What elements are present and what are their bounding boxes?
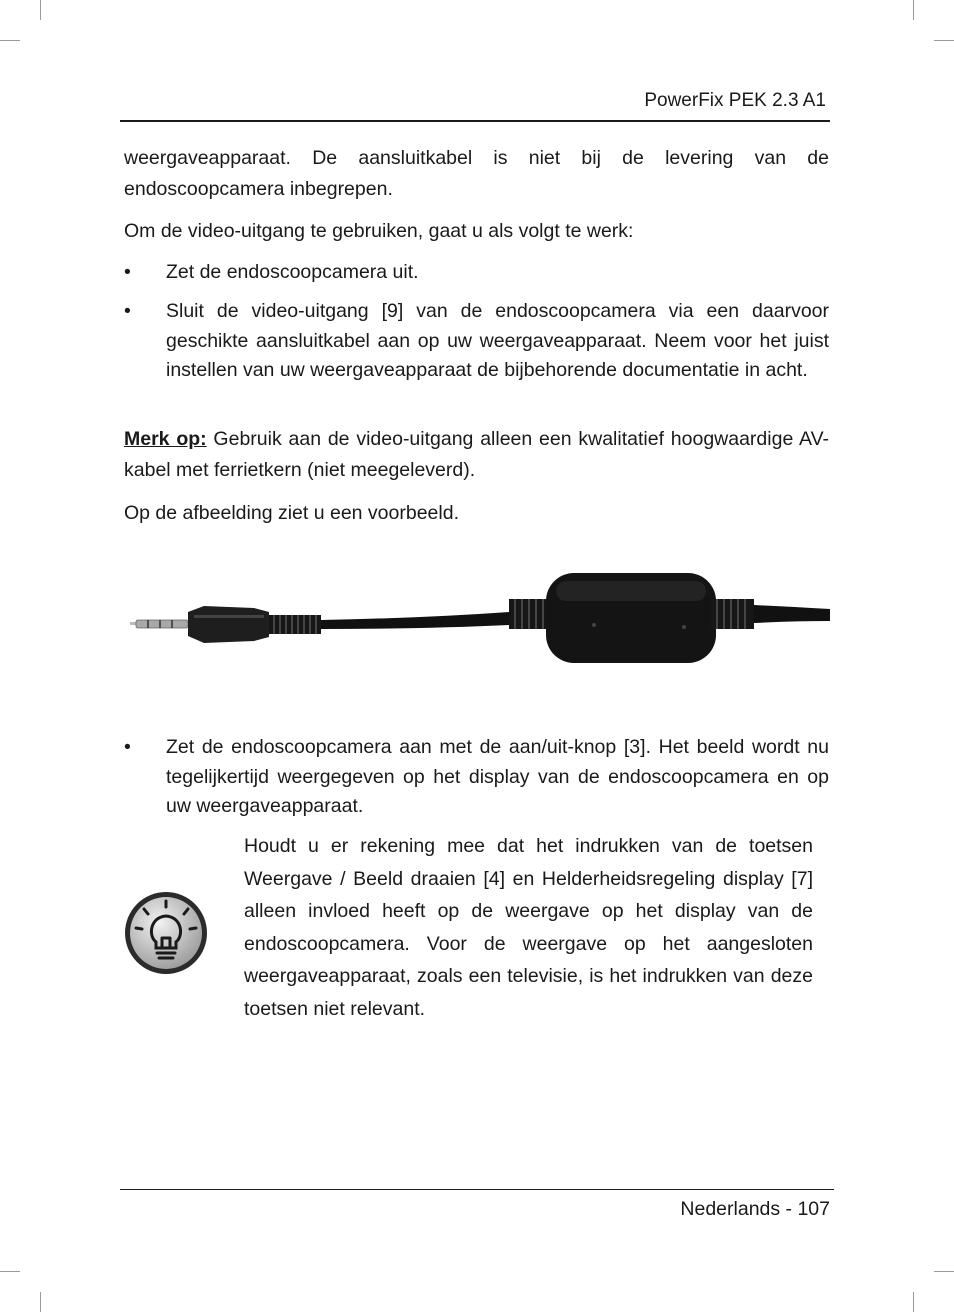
paragraph-intro: weergaveapparaat. De aansluitkabel is niet bij de levering van de endoscoopcamera inbegrepen. <box>124 147 829 200</box>
note-text: Gebruik aan de video-uitgang alleen een kwalitatief hoogwaardige AV-kabel met ferrietkern (niet meegeleverd). <box>124 428 829 481</box>
crop-mark <box>40 1292 41 1312</box>
page-number: Nederlands - 107 <box>680 1198 830 1220</box>
crop-mark <box>934 40 954 41</box>
list-item-text: Zet de endoscoopcamera uit. <box>166 261 419 283</box>
crop-mark <box>913 1292 914 1312</box>
footer-rule <box>120 1189 834 1190</box>
bullet-icon: • <box>124 736 131 758</box>
cable <box>321 612 509 629</box>
crop-mark <box>0 40 20 41</box>
av-cable-image <box>124 565 830 673</box>
list-item <box>124 258 829 288</box>
tip-text: Houdt u er rekening mee dat het indrukken van de toetsen Weergave / Beeld draaien [4] en Helderheidsregeling display [7] alleen invloed heeft op de weergave op het display van de endoscoopcamera. Voor de weergave op het aangesloten weergaveapparaat, zoals een televisie, is het indrukken van deze toetsen niet relevant. <box>244 835 813 1020</box>
list-item-text: Zet de endoscoopcamera aan met de aan/uit-knop [3]. Het beeld wordt nu tegelijkertijd weergegeven op het display van de endoscoopcamera en op uw weergaveapparaat. <box>166 736 829 817</box>
crop-mark <box>0 1271 20 1272</box>
header-rule <box>120 120 830 122</box>
list-item <box>124 733 829 822</box>
crop-mark <box>934 1271 954 1272</box>
bullet-icon: • <box>124 261 131 283</box>
plug-pin <box>136 620 188 628</box>
cable <box>754 605 830 623</box>
list-item-text: Sluit de video-uitgang [9] van de endoscoopcamera via een daarvoor geschikte aansluitkabel aan op uw weergaveapparaat. Neem voor het juist instellen van uw weergaveapparaat de bijbehorende documentatie in acht. <box>166 300 829 381</box>
running-header: PowerFix PEK 2.3 A1 <box>644 90 826 111</box>
bullet-icon: • <box>124 300 131 322</box>
crop-mark <box>40 0 41 20</box>
note-paragraph <box>124 424 829 486</box>
note-label: Merk op: <box>124 428 207 450</box>
plug-housing <box>188 606 269 643</box>
crop-mark <box>913 0 914 20</box>
strain-relief <box>269 615 321 634</box>
paragraph-instructions: Om de video-uitgang te gebruiken, gaat u als volgt te werk: <box>124 220 634 242</box>
list-item <box>124 297 829 386</box>
paragraph-example: Op de afbeelding ziet u een voorbeeld. <box>124 502 459 524</box>
lightbulb-icon <box>122 890 210 976</box>
